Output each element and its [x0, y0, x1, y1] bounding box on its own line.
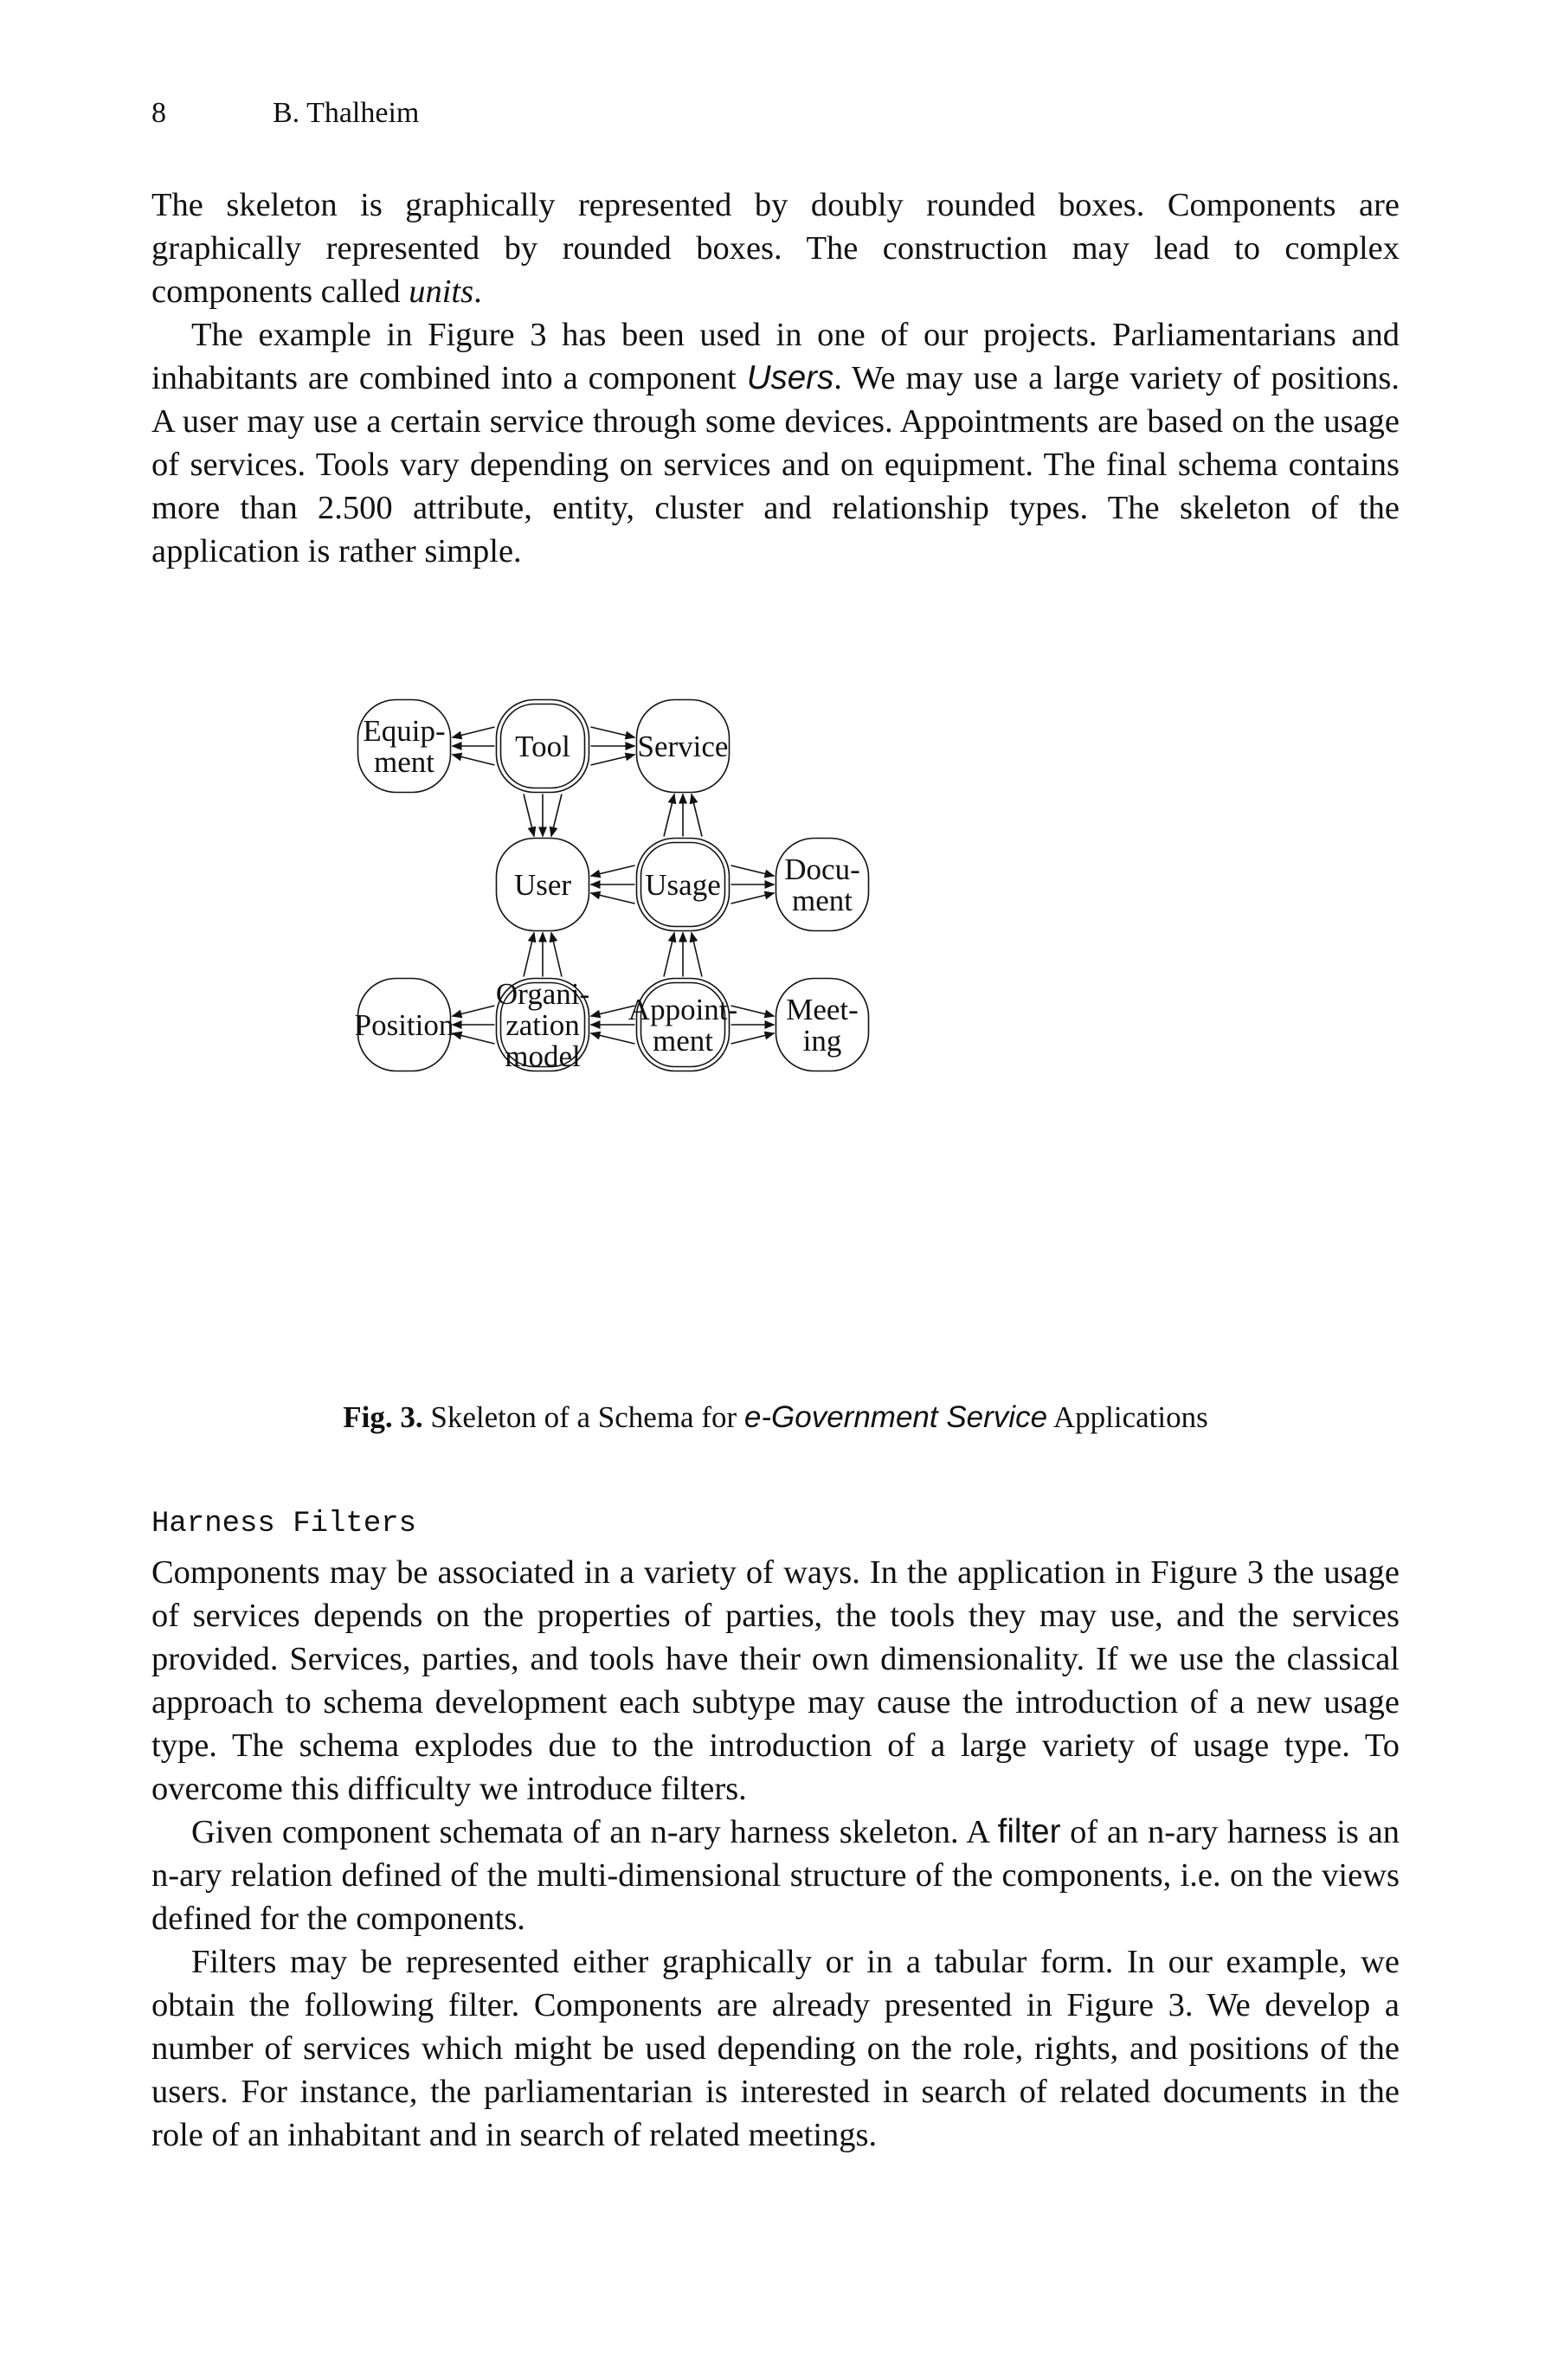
edge-arrow-side	[453, 1006, 495, 1016]
running-author: B. Thalheim	[273, 97, 420, 129]
text-run: Skeleton of a Schema for	[422, 1400, 744, 1434]
edge-usage-to-document	[731, 865, 775, 904]
edge-arrow-side	[591, 893, 635, 904]
running-header	[151, 97, 419, 130]
node-label: ing	[802, 1024, 842, 1058]
body-text-top	[151, 183, 1400, 573]
body-text-bottom	[151, 1551, 1400, 2157]
node-label: Tool	[515, 730, 570, 763]
section-heading: Harness Filters	[151, 1508, 417, 1541]
paragraph	[151, 1811, 1400, 1940]
text-run: filter	[997, 1813, 1061, 1850]
node-position	[355, 979, 454, 1071]
page-number: 8	[151, 97, 166, 129]
node-label: Equip-	[363, 714, 446, 748]
node-label: Usage	[645, 868, 721, 902]
paragraph	[151, 1551, 1400, 1811]
figure-caption	[0, 1400, 1551, 1435]
edge-arrow-side	[731, 1033, 775, 1044]
edge-arrow-side	[731, 893, 775, 904]
node-label: ment	[374, 745, 434, 779]
node-document	[776, 839, 869, 931]
edge-tool-to-service	[591, 727, 635, 765]
text-run: The example in Figure 3 has been used in one of our projects. Parliamentarians and inhabitants are combined into a component	[151, 317, 1400, 396]
text-run: Given component schemata of an n-ary harness skeleton. A	[191, 1814, 998, 1850]
text-run: units	[409, 273, 474, 310]
edge-arrow-side	[551, 933, 562, 977]
edge-tool-to-equipment	[453, 727, 495, 765]
edge-arrow-side	[692, 794, 702, 837]
node-label: Position	[354, 1008, 454, 1042]
text-run: Fig. 3.	[343, 1400, 423, 1434]
edge-arrow-side	[591, 1033, 635, 1044]
text-run: The skeleton is graphically represented by doubly rounded boxes. Components are graphically represented by rounded boxes. The construction may lead to complex components called	[151, 187, 1400, 310]
edge-arrow-side	[591, 865, 635, 876]
node-label: ment	[653, 1024, 713, 1058]
edge-arrow-side	[453, 1033, 495, 1044]
edge-arrow-side	[453, 727, 495, 737]
node-usage	[637, 839, 730, 931]
edge-usage-to-service	[664, 794, 702, 837]
edge-arrow-side	[524, 794, 534, 837]
node-label: Docu-	[784, 852, 860, 886]
schema-skeleton-diagram	[312, 662, 1229, 1363]
edge-appointment-to-usage	[664, 933, 702, 977]
edge-tool-to-user	[524, 794, 562, 837]
node-label: zation	[505, 1008, 580, 1042]
node-appointment	[628, 979, 737, 1071]
paragraph	[151, 183, 1400, 313]
node-label: model	[505, 1039, 581, 1073]
edge-organization-model-to-user	[524, 933, 562, 977]
edge-arrow-side	[551, 794, 562, 837]
text-run: Filters may be represented either graphically or in a tabular form. In our example, we obtain the following filter. Components are already presented in Figure 3. We develop a number of services which might be used depending on the role, rights, and positions of the users. For instance, the parliamentarian is interested in search of related documents in the role of an inhabitant and in search of related meetings.	[151, 1944, 1400, 2153]
node-service	[637, 700, 730, 793]
edge-arrow-side	[591, 727, 635, 737]
node-label: ment	[792, 884, 853, 917]
text-run: of an n-ary harness is an n-ary relation defined of the multi-dimensional structure of the components, i.e. on the views defined for the components.	[151, 1814, 1400, 1937]
edge-arrow-side	[692, 933, 702, 977]
edge-arrow-side	[731, 865, 775, 876]
node-user	[497, 839, 589, 931]
edge-usage-to-user	[591, 865, 635, 904]
edge-organization-model-to-position	[453, 1006, 495, 1044]
text-run: .	[473, 273, 482, 310]
node-label: Organi-	[495, 977, 590, 1011]
edge-arrow-side	[664, 794, 674, 837]
text-run: . We may use a large variety of positions. A user may use a certain service through some devices. Appointments are based on the usage of services. Tools vary depending on services and on equipment. The final schema contains more than 2.500 attribute, entity, cluster and relationship types. The skeleton of the application is rather simple.	[151, 360, 1400, 569]
text-run: Users	[746, 359, 834, 396]
edge-arrow-side	[591, 755, 635, 765]
node-tool	[497, 700, 589, 793]
edge-arrow-side	[524, 933, 534, 977]
node-label: User	[513, 868, 572, 902]
text-run: Applications	[1047, 1400, 1208, 1434]
node-label: Appoint-	[627, 993, 738, 1026]
figure-3	[312, 662, 1229, 1363]
node-meeting	[776, 979, 869, 1071]
edge-arrow-side	[664, 933, 674, 977]
node-equipment	[358, 700, 451, 793]
paragraph	[151, 313, 1400, 573]
node-label: Service	[637, 730, 729, 763]
node-label: Meet-	[786, 993, 859, 1026]
text-run: Components may be associated in a variety of ways. In the application in Figure 3 the usage of services depends on the properties of parties, the tools they may use, and the services provided. Services, parties, and tools have their own dimensionality. If we use the classical approach to schema development each subtype may cause the introduction of a new usage type. The schema explodes due to the introduction of a large variety of usage type. To overcome this difficulty we introduce filters.	[151, 1554, 1400, 1807]
paragraph	[151, 1940, 1400, 2157]
text-run: e-Government Service	[743, 1400, 1048, 1434]
edge-arrow-side	[453, 755, 495, 765]
node-organization-model	[496, 977, 589, 1073]
